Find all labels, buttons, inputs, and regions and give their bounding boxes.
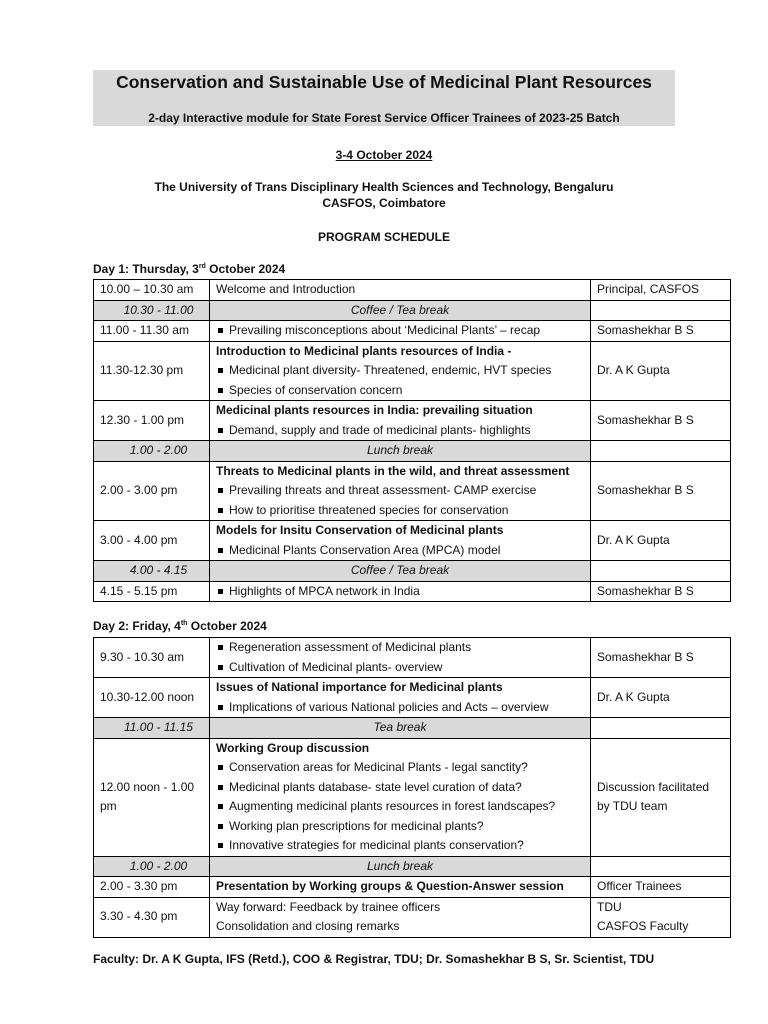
speaker-name: Somashekhar B S: [597, 649, 694, 664]
session-content: [210, 321, 591, 342]
session-time: 2.00 - 3.00 pm: [94, 461, 210, 521]
bullet-item: Working plan prescriptions for medicinal plants?: [216, 817, 584, 837]
break-label: Lunch break: [210, 441, 591, 462]
speaker-cell: [591, 280, 731, 301]
session-time: 3.30 - 4.30 pm: [94, 897, 210, 937]
break-row: [94, 300, 731, 321]
break-time: 4.00 - 4.15: [94, 561, 210, 582]
institution-1: The University of Trans Disciplinary Health Sciences and Technology, Bengaluru: [154, 180, 614, 194]
bullet-item: Regeneration assessment of Medicinal plants: [216, 638, 584, 658]
speaker-cell: [591, 638, 731, 678]
session-line: Consolidation and closing remarks: [216, 919, 400, 933]
bullet-item: Demand, supply and trade of medicinal plants- highlights: [216, 421, 584, 441]
bullet-item: Cultivation of Medicinal plants- overview: [216, 658, 584, 678]
speaker-cell: [591, 718, 731, 739]
session-content: [210, 521, 591, 561]
speaker-cell: [591, 561, 731, 582]
day1-heading: Day 1: Thursday, 3rd October 2024: [93, 262, 286, 276]
break-label: Coffee / Tea break: [210, 300, 591, 321]
program-schedule-heading: PROGRAM SCHEDULE: [317, 230, 450, 244]
speaker-name: Somashekhar B S: [597, 323, 694, 337]
table-row: [94, 897, 731, 937]
session-content: [210, 738, 591, 856]
session-title: Presentation by Working groups & Question-Answer session: [216, 879, 564, 893]
break-label: Lunch break: [210, 856, 591, 877]
bullet-item: Prevailing misconceptions about ‘Medicinal Plants’ – recap: [216, 321, 584, 341]
break-row: [94, 561, 731, 582]
table-row: [94, 738, 731, 856]
speaker-name: Somashekhar B S: [597, 412, 694, 427]
bullet-item: Medicinal Plants Conservation Area (MPCA) model: [216, 541, 584, 561]
speaker-name: Dr. A K Gupta: [597, 363, 670, 377]
speaker-cell: [591, 581, 731, 602]
session-content: [210, 401, 591, 441]
break-row: [94, 718, 731, 739]
speaker-name: Somashekhar B S: [597, 583, 694, 598]
speaker-cell: [591, 401, 731, 441]
table-row: [94, 461, 731, 521]
bullet-item: Medicinal plants database- state level curation of data?: [216, 778, 584, 798]
table-row: [94, 877, 731, 898]
session-time: 12.00 noon - 1.00 pm: [94, 738, 210, 856]
speaker-cell: [591, 521, 731, 561]
speaker-cell: [591, 300, 731, 321]
speaker-cell: [591, 897, 731, 937]
break-time: 11.00 - 11.15: [94, 718, 210, 739]
session-time: 3.00 - 4.00 pm: [94, 521, 210, 561]
session-time: 10.30-12.00 noon: [94, 678, 210, 718]
faculty-footer: Faculty: Dr. A K Gupta, IFS (Retd.), COO & Registrar, TDU; Dr. Somashekhar B S, Sr. Scientist, TDU: [93, 952, 655, 966]
speaker-name: Officer Trainees: [597, 879, 682, 893]
bullet-item: Highlights of MPCA network in India: [216, 582, 584, 602]
speaker-cell: [591, 678, 731, 718]
speaker-cell: [591, 461, 731, 521]
table-row: [94, 341, 731, 401]
session-time: 4.15 - 5.15 pm: [94, 581, 210, 602]
speaker-cell: [591, 341, 731, 401]
break-row: [94, 856, 731, 877]
session-content: [210, 638, 591, 678]
session-time: 11.30-12.30 pm: [94, 341, 210, 401]
session-time: 11.00 - 11.30 am: [94, 321, 210, 342]
table-row: [94, 678, 731, 718]
bullet-item: Species of conservation concern: [216, 381, 584, 401]
speaker-name: Somashekhar B S: [597, 483, 694, 497]
speaker-cell: [591, 321, 731, 342]
speaker-cell: [591, 738, 731, 856]
session-time: 2.00 - 3.30 pm: [94, 877, 210, 898]
speaker-name: CASFOS Faculty: [597, 919, 689, 933]
table-row: [94, 521, 731, 561]
break-time: 1.00 - 2.00: [94, 441, 210, 462]
break-row: [94, 441, 731, 462]
page-title: Conservation and Sustainable Use of Medicinal Plant Resources: [116, 72, 652, 92]
session-time: 9.30 - 10.30 am: [94, 638, 210, 678]
session-title: Working Group discussion: [216, 740, 370, 755]
table-row: [94, 581, 731, 602]
speaker-cell: [591, 856, 731, 877]
bullet-item: Innovative strategies for medicinal plants conservation?: [216, 836, 584, 856]
session-content: [210, 678, 591, 718]
speaker-name: Discussion facilitated by TDU team: [597, 779, 710, 813]
speaker-name: Dr. A K Gupta: [597, 532, 670, 547]
session-title: Medicinal plants resources in India: prevailing situation: [216, 403, 533, 417]
day2-schedule-table: [93, 637, 731, 938]
speaker-name: Principal, CASFOS: [597, 282, 700, 296]
session-title: Models for Insitu Conservation of Medicinal plants: [216, 523, 504, 537]
break-label: Coffee / Tea break: [210, 561, 591, 582]
bullet-item: How to prioritise threatened species for conservation: [216, 501, 584, 521]
bullet-item: Prevailing threats and threat assessment- CAMP exercise: [216, 481, 584, 501]
session-content: [210, 461, 591, 521]
session-content: [210, 280, 591, 301]
session-line: Way forward: Feedback by trainee officers: [216, 899, 441, 914]
session-content: [210, 897, 591, 937]
table-row: [94, 638, 731, 678]
institution-2: CASFOS, Coimbatore: [322, 196, 446, 210]
page-subtitle: 2-day Interactive module for State Forest Service Officer Trainees of 2023-25 Batch: [148, 111, 620, 125]
table-row: [94, 401, 731, 441]
session-line: Welcome and Introduction: [216, 282, 356, 296]
session-content: [210, 341, 591, 401]
break-label: Tea break: [210, 718, 591, 739]
session-title: Threats to Medicinal plants in the wild, and threat assessment: [216, 463, 570, 478]
break-time: 10.30 - 11.00: [94, 300, 210, 321]
speaker-name: TDU: [597, 899, 622, 914]
event-dates: 3-4 October 2024: [335, 148, 433, 162]
table-row: [94, 321, 731, 342]
session-content: [210, 877, 591, 898]
break-time: 1.00 - 2.00: [94, 856, 210, 877]
table-row: [94, 280, 731, 301]
bullet-item: Implications of various National policies and Acts – overview: [216, 698, 584, 718]
speaker-cell: [591, 441, 731, 462]
session-title: Issues of National importance for Medicinal plants: [216, 680, 503, 694]
session-title: Introduction to Medicinal plants resources of India -: [216, 343, 512, 358]
session-time: 12.30 - 1.00 pm: [94, 401, 210, 441]
bullet-item: Medicinal plant diversity- Threatened, endemic, HVT species: [216, 361, 584, 381]
day1-schedule-table: [93, 279, 731, 602]
speaker-cell: [591, 877, 731, 898]
session-content: [210, 581, 591, 602]
session-time: 10.00 – 10.30 am: [94, 280, 210, 301]
bullet-item: Augmenting medicinal plants resources in forest landscapes?: [216, 797, 584, 817]
speaker-name: Dr. A K Gupta: [597, 689, 670, 704]
bullet-item: Conservation areas for Medicinal Plants - legal sanctity?: [216, 758, 584, 778]
day2-heading: Day 2: Friday, 4th October 2024: [93, 619, 267, 633]
